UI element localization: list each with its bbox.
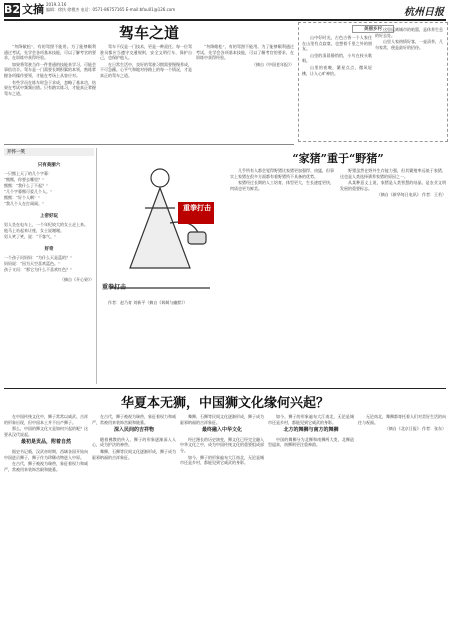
joke-body-1 xyxy=(4,171,94,207)
paragraph: 在中国传统文化中，狮子常常以威武、吉祥的形象出现，但中国本土并不出产狮子。 xyxy=(4,414,88,425)
subheading: 最终融入中华文化 xyxy=(201,427,242,434)
paragraph: 舞狮、石狮等民间文化逐渐形成，狮子成为驱邪纳福的吉祥象征。 xyxy=(180,414,264,425)
paragraph: 如今，狮子的形象遍布大江南北，无论是城市还是乡村，都能见到它威武的身影。 xyxy=(268,414,354,425)
paragraph: 经过漫长的历史演变，狮文化已经完全融入中华文化之中，成为中国传统文化的重要组成部分。 xyxy=(180,436,264,453)
paragraph: 山里人家热情好客，一壶清茶，几句家常，便是最好的招待。 xyxy=(375,39,443,50)
cartoon-label: 重拳打击 xyxy=(183,204,211,212)
source: （摘自《北京日报》 作者：张东） xyxy=(384,426,446,432)
paragraph: 山里的清晨静悄悄，小鸟在枝头歌唱。 xyxy=(302,52,372,64)
sidebar-col2 xyxy=(375,27,443,139)
paragraph: 无论南北，舞狮都寄托着人们对美好生活的向往与祝福。 xyxy=(358,414,446,425)
paragraph: 这里远离城市的喧嚣，是休养生息的好去处。 xyxy=(375,27,443,38)
joke-body-3 xyxy=(4,255,94,273)
paragraph: 中国的舞狮分为北狮和南狮两大类，北狮造型逼真，南狮则更注重神韵。 xyxy=(268,436,354,448)
cartoon-caption: 重拳打击 xyxy=(102,284,127,291)
cartoon-illustration xyxy=(100,148,220,298)
paragraph: 如果将驾驶当作一件普通的技能来学习，可能会事倍功半。驾车是一门需要长期积累的本领，熟练掌握各项操作要领，才能在考场上从容应对。 xyxy=(4,61,96,78)
divider xyxy=(4,144,294,145)
article-title-pig: “家猪”重于“野猪” xyxy=(292,152,384,165)
paragraph: 在日常生活中，良好的驾驶习惯需要慢慢养成，不可急躁。心平气和地对待路上的每一个情况，才是真正的驾车之道。 xyxy=(100,61,192,78)
newspaper-name: 杭州日报 xyxy=(404,7,444,18)
section-title: 文摘 xyxy=(22,3,44,16)
sidebar-col1 xyxy=(302,35,372,139)
paragraph: 那么，中国的狮文化又是如何兴起的呢？这要从汉代说起。 xyxy=(4,426,88,437)
humor-heading: 开怀一笑 xyxy=(4,148,94,156)
line: “我几个人在打闹闹。” xyxy=(4,201,45,206)
subheading: 北方的舞狮与南方的舞狮 xyxy=(283,427,339,434)
article-title-lion: 华夏本无狮，中国狮文化缘何兴起？ xyxy=(120,396,329,411)
humor-source: （摘自《开心果》） xyxy=(60,277,94,282)
line: 他马上站起来让座，女士说谢谢。 xyxy=(4,228,64,233)
line: 男人笑了笑，说：“不客气。” xyxy=(4,234,57,239)
article-lion-col2 xyxy=(92,414,176,636)
joke-title-2: 上帝好玩 xyxy=(40,214,58,219)
line: 熊熊：“好个人啊！” xyxy=(4,195,41,200)
line: 一只熊上天了的几个字幕： xyxy=(4,171,52,176)
humor-box xyxy=(4,148,94,384)
page-number: B2 xyxy=(4,3,21,16)
paragraph: 几乎所有人都会觉得野猪比家猪更加强悍、凶猛，但事实上家猪在很多方面都有着野猪所不具备的优势。 xyxy=(230,168,334,179)
article-driving-col2 xyxy=(100,44,192,142)
article-lion-col1 xyxy=(4,414,88,636)
article-lion-col3 xyxy=(180,414,264,636)
joke-title-1: 只有美丽六 xyxy=(37,163,61,168)
paragraph: 舞狮、石狮等民间文化逐渐形成，狮子成为驱邪纳福的吉祥象征。 xyxy=(92,448,176,460)
paragraph: 有些学员在练车时急于求成，忽略了基本功，结果在考试中频频出错。只有踏实练习，才能真正掌握驾车之道。 xyxy=(4,79,96,96)
article-title-driving: 驾车之道 xyxy=(118,24,179,42)
article-pig-col1 xyxy=(230,168,334,328)
line: 男人坐在电车上，一个年纪较大的女士走上来。 xyxy=(4,222,88,227)
paragraph: 驾车不仅是一门技术，更是一种责任。每一位驾驶员都应当遵守交通规则，安全文明行车，保护自己，也保护他人。 xyxy=(100,44,192,61)
article-driving-col3 xyxy=(196,44,294,142)
source: （摘自《中国老年报》） xyxy=(252,61,294,67)
line: “几个字幕熊可爱几个人。” xyxy=(4,189,53,194)
paragraph: 在古代，狮子被视为瑞兽，象征着权力和威严，常被用来装饰宫殿和陵墓。 xyxy=(92,414,176,425)
paragraph: 山里的夜晚，繁星点点，微风轻拂，让人心旷神怡。 xyxy=(302,64,372,76)
paragraph: 山中好时光，古色古香一个人家住在山里有点寂寞，也想着千里之外的朋友。 xyxy=(302,35,372,52)
paragraph: 野猪虽然在野外生存能力强，但其繁殖率远低于家猪，这也是人类选择驯养家猪的原因之一。 xyxy=(340,168,446,179)
sidebar-box xyxy=(298,22,448,142)
line: 一个孩子问妈妈：“为什么天是蓝的？” xyxy=(4,255,73,260)
masthead-meta xyxy=(46,2,175,12)
article-lion-col4 xyxy=(268,414,354,636)
article-lion-col5 xyxy=(358,414,446,636)
paragraph: “勿降敞松”，有的驾照不能用。为了能够顺利通过考试，先学会各项基本技能，可以了解考官的要求，在训练中获得经验。 xyxy=(4,44,96,61)
column-divider xyxy=(96,148,97,384)
article-pig-col2 xyxy=(340,168,446,328)
masthead-rule xyxy=(4,19,446,21)
paragraph: 在古代，狮子被视为瑞兽，象征着权力和威严，常被用来装饰宫殿和陵墓。 xyxy=(4,461,88,472)
cartoon-credit xyxy=(100,300,220,322)
line: 孩子又问：“那它为什么不喜欢红色？” xyxy=(4,267,73,272)
paragraph: 家猪经过长期的人工培育，体型更大，生长速度更快，肉质也更为鲜美。 xyxy=(230,180,334,191)
joke-title-3: 好奇 xyxy=(44,247,54,252)
sidebar-heading: 美丽乡村 xyxy=(352,25,394,33)
subheading: 最初是贡品，附着自然 xyxy=(20,439,71,446)
subheading: 深入民间的吉祥物 xyxy=(113,427,154,434)
article-driving-col1 xyxy=(4,44,96,142)
editor-line: 编辑：徐扶 徐穆杰 电话：0571-86757165 E-mail:bfau01@126.com xyxy=(46,7,176,12)
paragraph: 作者：赵乃育 刘新平（摘自《讽刺与幽默》） xyxy=(108,300,188,305)
line: 妈妈说：“因为天空喜欢蓝色。” xyxy=(4,261,61,266)
joke-body-2 xyxy=(4,222,94,240)
line: “熊熊，你要去哪里？” xyxy=(4,177,45,182)
paragraph: “勿降敞松”，有的驾照不能用。为了能够顺利通过考试，先学会各项基本技能，可以了解考官的要求，在训练中获得经验。 xyxy=(196,44,294,61)
source: （摘自《新华每日电讯》 作者：王若） xyxy=(376,192,446,198)
paragraph: 如今，狮子的形象遍布大江南北，无论是城市还是乡村，都能见到它威武的身影。 xyxy=(180,454,264,466)
cartoon-box xyxy=(100,148,220,298)
paragraph: 随着佛教的传入，狮子的形象逐渐深入人心，成为护法的神兽。 xyxy=(92,436,176,448)
line: 熊熊：“我什么了不起？” xyxy=(4,183,49,188)
issue-date: 2019.3.16 xyxy=(46,2,67,7)
paragraph: 从某种意义上说，家猪是人类智慧的结晶，是农业文明发展的重要标志。 xyxy=(340,180,446,191)
paragraph: 据史书记载，汉武帝时期，西域各国开始向中国进贡狮子，狮子作为珍稀动物进入中原。 xyxy=(4,448,88,460)
divider xyxy=(4,388,446,389)
